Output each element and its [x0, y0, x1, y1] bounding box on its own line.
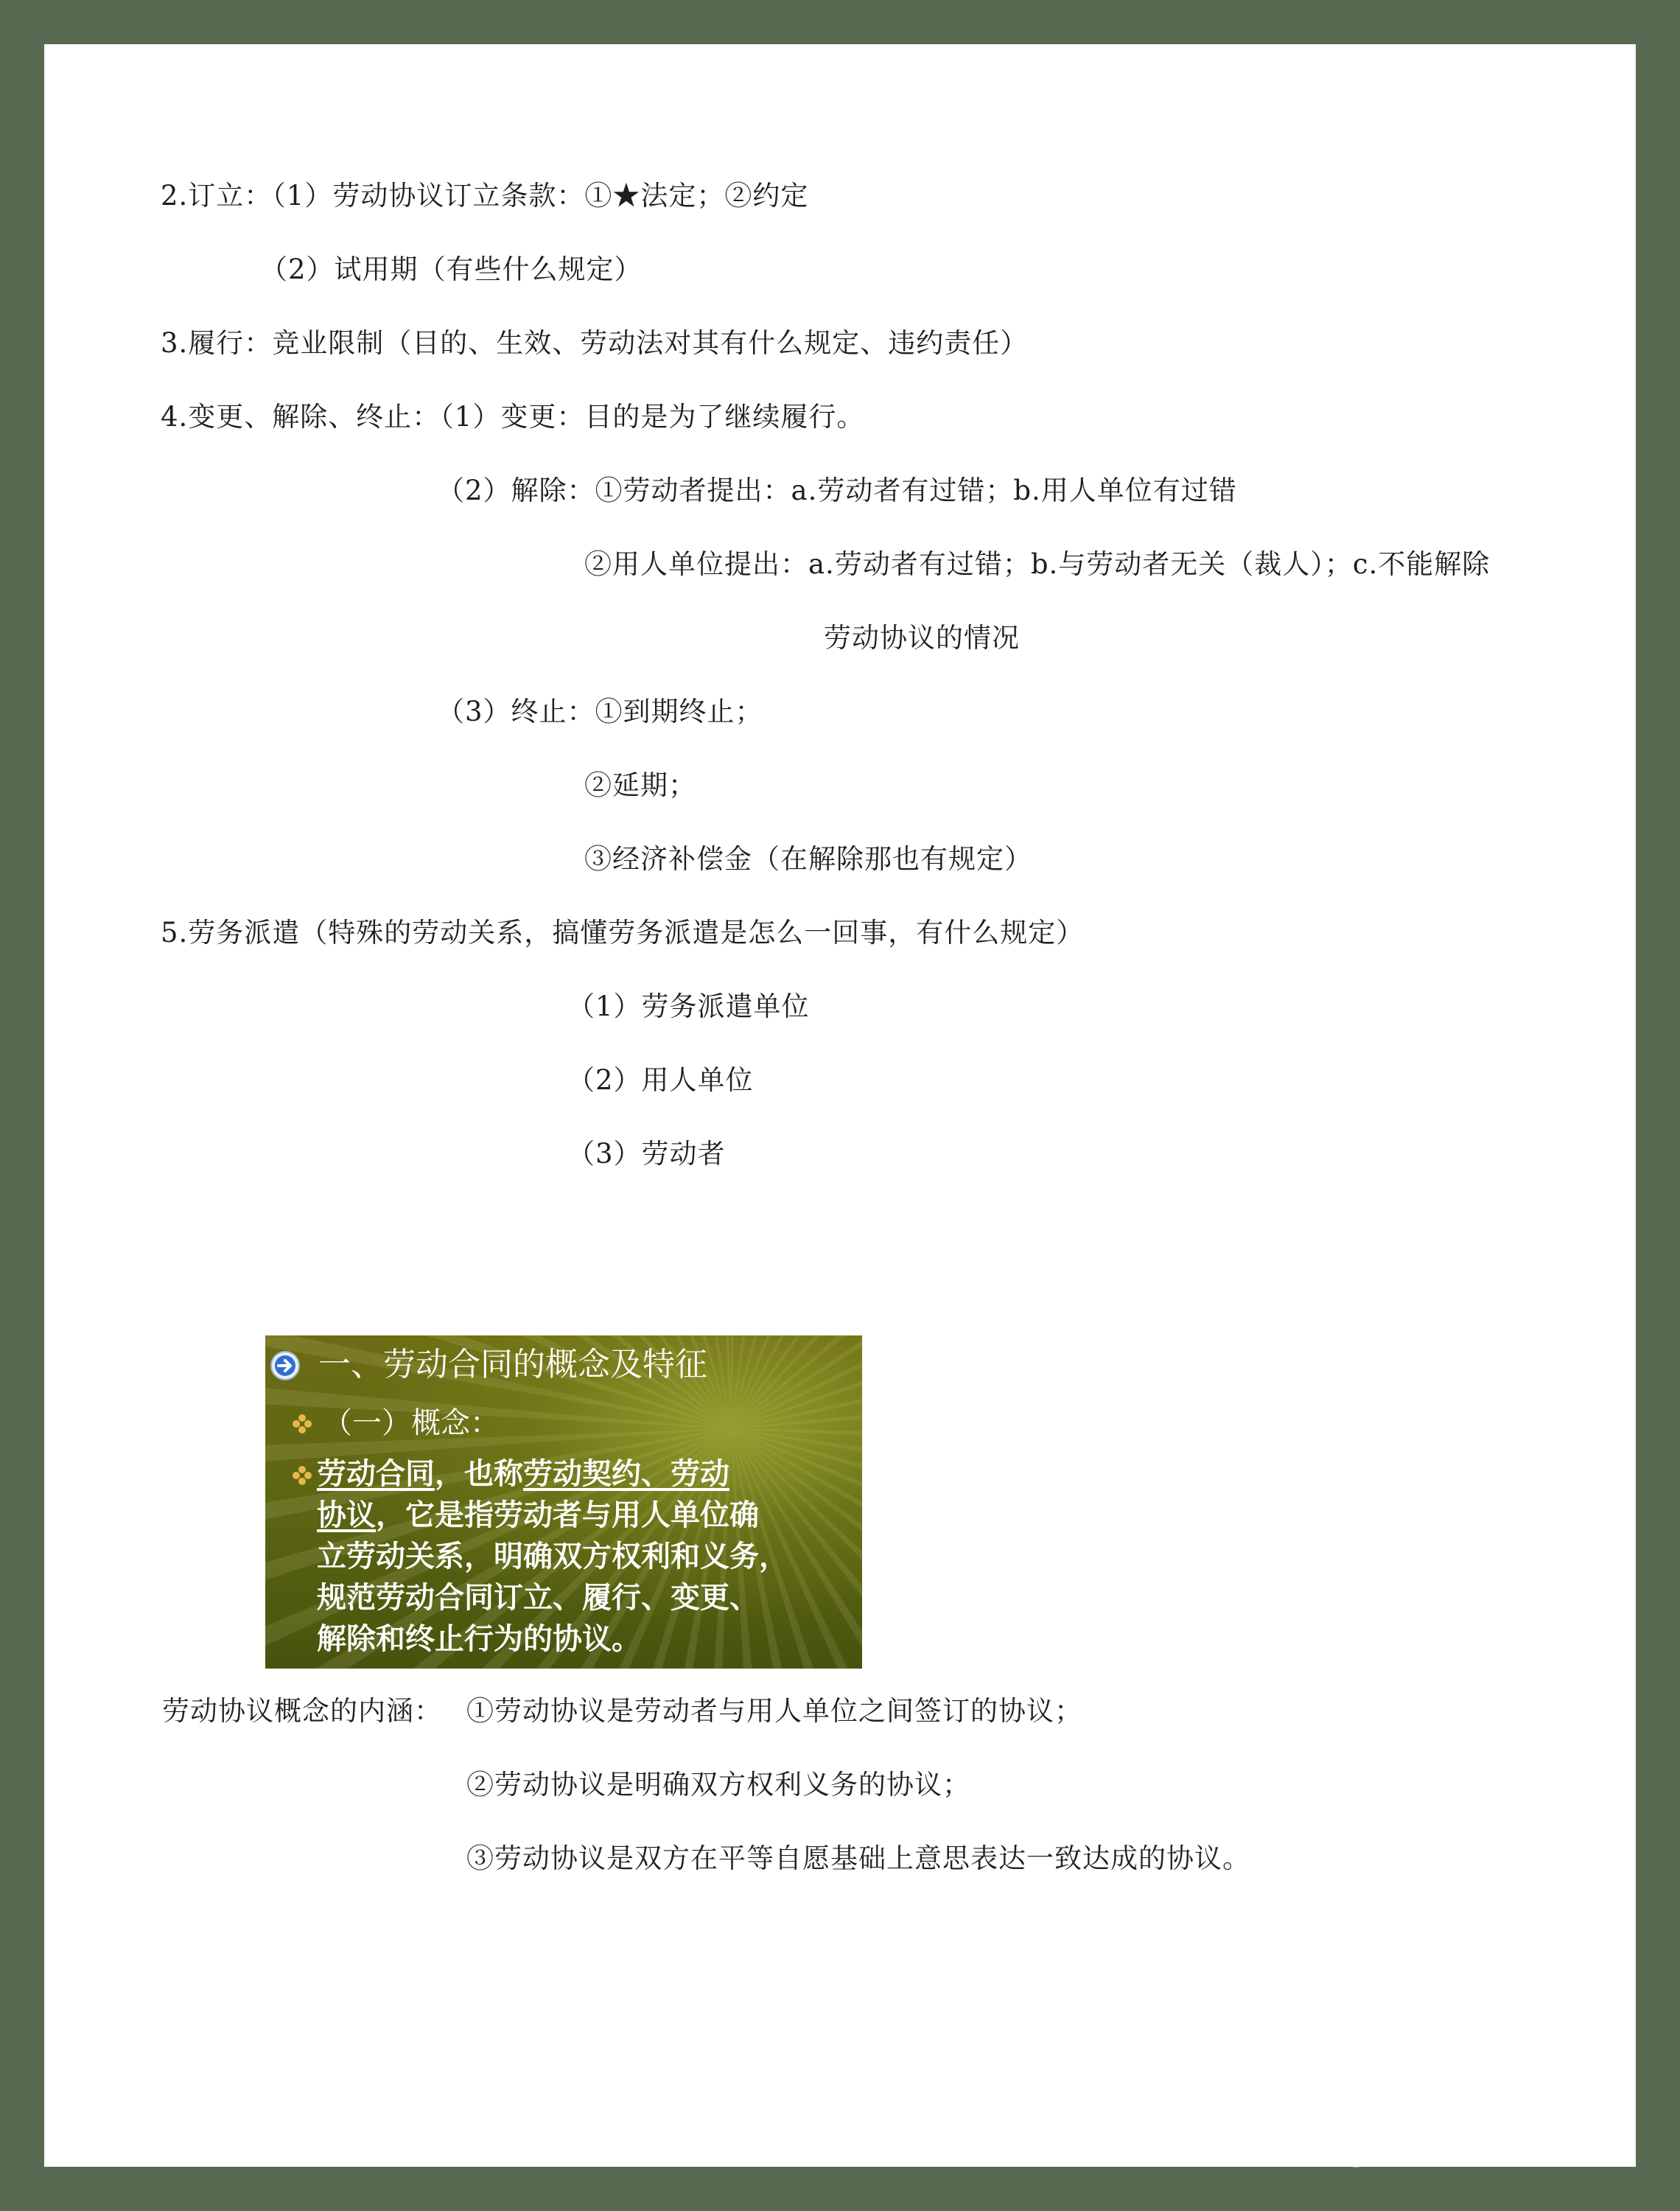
term-labor-agreement: 劳动契约、劳动: [523, 1456, 729, 1491]
line-probation: （2）试用期（有些什么规定）: [260, 254, 643, 285]
connotation-item-3: ③劳动协议是双方在平等自愿基础上意思表达一致达成的协议。: [466, 1842, 1250, 1874]
slide-definition-line: [317, 1453, 862, 1495]
line-worker: （3）劳动者: [567, 1138, 726, 1170]
term-agreement: 协议: [317, 1498, 376, 1532]
line-compensation: ③经济补偿金（在解除那也有规定）: [584, 843, 1032, 875]
line-extension: ②延期；: [584, 769, 696, 801]
slide-definition-line: 解除和终止行为的协议。: [317, 1621, 641, 1656]
document-page: [44, 44, 1636, 2167]
slide-definition-line: [317, 1495, 862, 1536]
bullet-diamond-icon: [292, 1465, 312, 1486]
line-termination: （3）终止：①到期终止；: [437, 696, 763, 727]
line-employer: （2）用人单位: [567, 1064, 754, 1096]
line-performance: 3.履行：竞业限制（目的、生效、劳动法对其有什么规定、违约责任）: [161, 327, 1029, 359]
slide-text: ，它是指劳动者与用人单位确: [376, 1498, 759, 1532]
slide-definition-line: 立劳动关系，明确双方权利和义务，: [317, 1539, 788, 1573]
term-labor-contract: 劳动合同: [317, 1456, 435, 1491]
line-rescission: （2）解除：①劳动者提出：a.劳动者有过错；b.用人单位有过错: [437, 475, 1237, 506]
connotation-item-1: ①劳动协议是劳动者与用人单位之间签订的协议；: [466, 1695, 1082, 1727]
bullet-diamond-icon: [292, 1414, 312, 1434]
slide-definition-line: 规范劳动合同订立、履行、变更、: [317, 1580, 759, 1615]
slide-subtitle: （一）概念：: [323, 1406, 500, 1440]
slide-image: [265, 1335, 862, 1669]
slide-title: 一、劳动合同的概念及特征: [318, 1346, 707, 1383]
line-dispatch: 5.劳务派遣（特殊的劳动关系，搞懂劳务派遣是怎么一回事，有什么规定）: [161, 917, 1085, 949]
connotation-item-2: ②劳动协议是明确双方权利义务的协议；: [466, 1769, 970, 1800]
arrow-circle-icon: [270, 1350, 301, 1381]
watermark: 知乎 @大学资料库: [1227, 2119, 1609, 2170]
line-rescission-cont: 劳动协议的情况: [824, 622, 1020, 654]
line-rescission-employer: ②用人单位提出：a.劳动者有过错；b.与劳动者无关（裁人）；c.不能解除: [584, 548, 1491, 580]
line-conclusion: 2.订立：（1）劳动协议订立条款：①★法定；②约定: [161, 180, 809, 212]
line-change: 4.变更、解除、终止：（1）变更：目的是为了继续履行。: [161, 401, 865, 433]
slide-definition: [317, 1453, 862, 1660]
slide-text: ，也称: [435, 1456, 523, 1491]
connotation-label: 劳动协议概念的内涵：: [162, 1695, 442, 1727]
line-dispatch-unit: （1）劳务派遣单位: [567, 991, 810, 1022]
